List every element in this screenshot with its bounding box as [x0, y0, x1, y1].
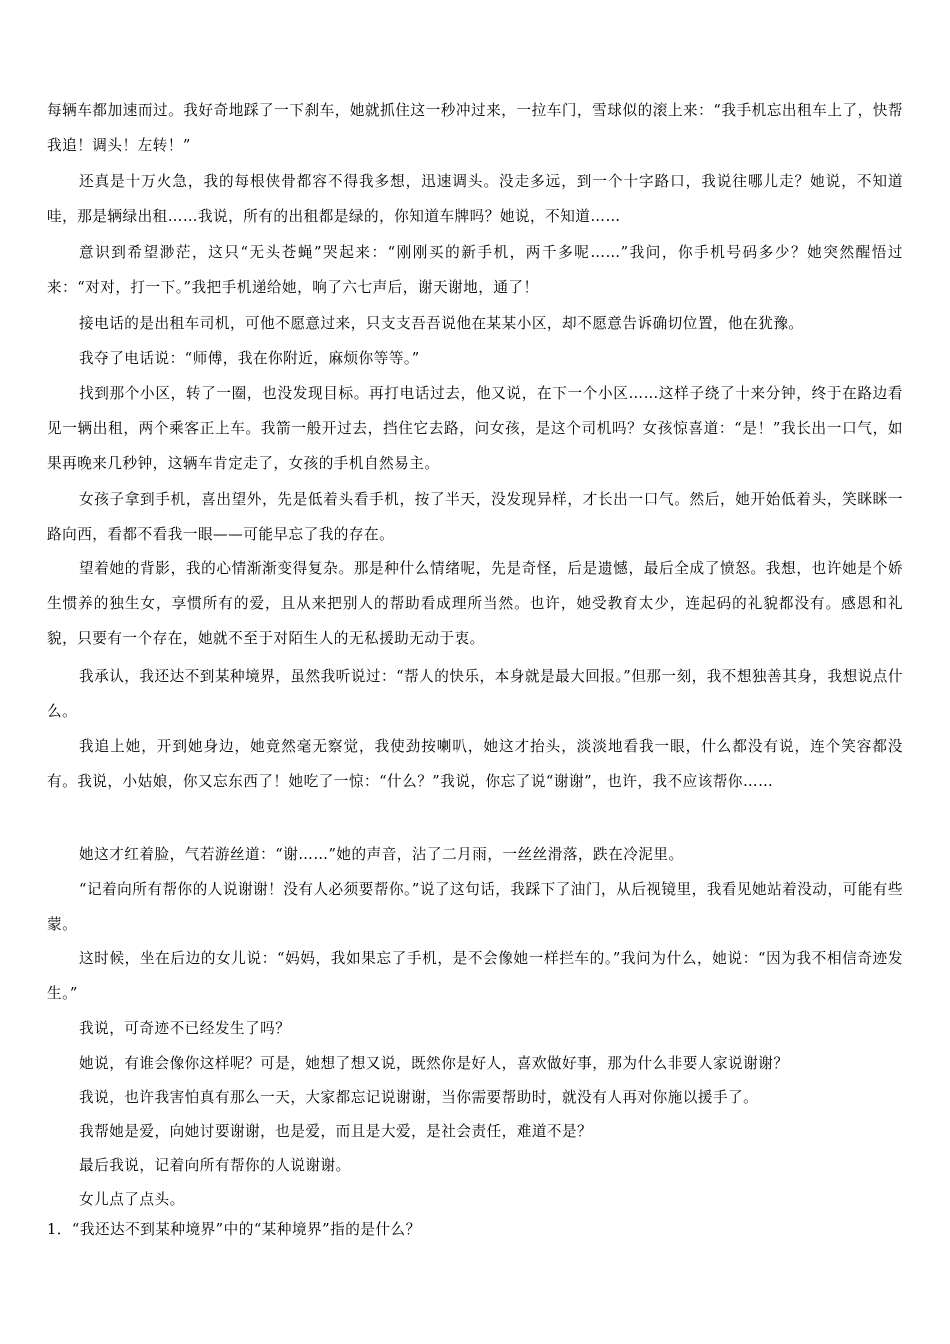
paragraph-14: 我说，可奇迹不已经发生了吗？ — [79, 1020, 291, 1037]
paragraph-2: 还真是十万火急，我的每根侠骨都容不得我多想，迅速调头。没走多远，到一个十字路口，我说往哪儿走？她说，不知道哇，那是辆绿出租……我说，所有的出租都是绿的，你知道车牌吗？她说，不知道…… — [47, 173, 903, 225]
paragraph-7: 女孩子拿到手机，喜出望外，先是低着头看手机，按了半天，没发现异样，才长出一口气。然后，她开始低着头，笑眯眯一路向西，看都不看我一眼——可能早忘了我的存在。 — [47, 491, 903, 543]
paragraph-18: 最后我说，记着向所有帮你的人说谢谢。 — [79, 1157, 351, 1174]
paragraph-13: 这时候，坐在后边的女儿说：“妈妈，我如果忘了手机，是不会像她一样拦车的。”我问为什么，她说：“因为我不相信奇迹发生。” — [47, 950, 903, 1002]
paragraph-10: 我追上她，开到她身边，她竟然毫无察觉，我使劲按喇叭，她这才抬头，淡淡地看我一眼，什么都没有说，连个笑容都没有。我说，小姑娘，你又忘东西了！她吃了一惊：“什么？”我说，你忘了说“谢谢”，也许，我不应该帮你…… — [47, 738, 903, 790]
paragraph-6: 找到那个小区，转了一圈，也没发现目标。再打电话过去，他又说，在下一个小区……这样子绕了十来分钟，终于在路边看见一辆出租，两个乘客正上车。我箭一般开过去，挡住它去路，问女孩，是这个司机吗？女孩惊喜道：“是！”我长出一口气，如果再晚来几秒钟，这辆车肯定走了，女孩的手机自然易主。 — [47, 385, 903, 472]
paragraph-9: 我承认，我还达不到某种境界，虽然我听说过：“帮人的快乐，本身就是最大回报。”但那一刻，我不想独善其身，我想说点什么。 — [47, 668, 903, 720]
paragraph-12: “记着向所有帮你的人说谢谢！没有人必须要帮你。”说了这句话，我踩下了油门，从后视镜里，我看见她站着没动，可能有些蒙。 — [47, 881, 903, 933]
paragraph-4: 接电话的是出租车司机，可他不愿意过来，只支支吾吾说他在某某小区，却不愿意告诉确切位置，他在犹豫。 — [79, 315, 804, 332]
paragraph-11: 她这才红着脸，气若游丝道：“谢……”她的声音，沾了二月雨，一丝丝滑落，跌在冷泥里。 — [79, 846, 684, 863]
paragraph-16: 我说，也许我害怕真有那么一天，大家都忘记说谢谢，当你需要帮助时，就没有人再对你施以援手了。 — [79, 1089, 759, 1106]
paragraph-1: 每辆车都加速而过。我好奇地踩了一下刹车，她就抓住这一秒冲过来，一拉车门，雪球似的滚上来：“我手机忘出租车上了，快帮我追！调头！左转！” — [47, 102, 903, 154]
paragraph-8: 望着她的背影，我的心情渐渐变得复杂。那是种什么情绪呢，先是奇怪，后是遗憾，最后全成了愤怒。我想，也许她是个娇生惯养的独生女，享惯所有的爱，且从来把别人的帮助看成理所当然。也许，她受教育太少，连起码的礼貌都没有。感恩和礼貌，只要有一个存在，她就不至于对陌生人的无私援助无动于衷。 — [47, 560, 903, 647]
paragraph-3: 意识到希望渺茫，这只“无头苍蝇”哭起来：“刚刚买的新手机，两千多呢……”我问，你手机号码多少？她突然醒悟过来：“对对，打一下。”我把手机递给她，响了六七声后，谢天谢地，通了！ — [47, 244, 903, 296]
paragraph-17: 我帮她是爱，向她讨要谢谢，也是爱，而且是大爱，是社会责任，难道不是？ — [79, 1123, 593, 1140]
paragraph-5: 我夺了电话说：“师傅，我在你附近，麻烦你等等。” — [79, 350, 420, 367]
question-1: 1．“我还达不到某种境界”中的“某种境界”指的是什么？ — [47, 1221, 421, 1238]
paragraph-19: 女儿点了点头。 — [79, 1191, 185, 1208]
paragraph-15: 她说，有谁会像你这样呢？可是，她想了想又说，既然你是好人，喜欢做好事，那为什么非要人家说谢谢？ — [79, 1055, 789, 1072]
